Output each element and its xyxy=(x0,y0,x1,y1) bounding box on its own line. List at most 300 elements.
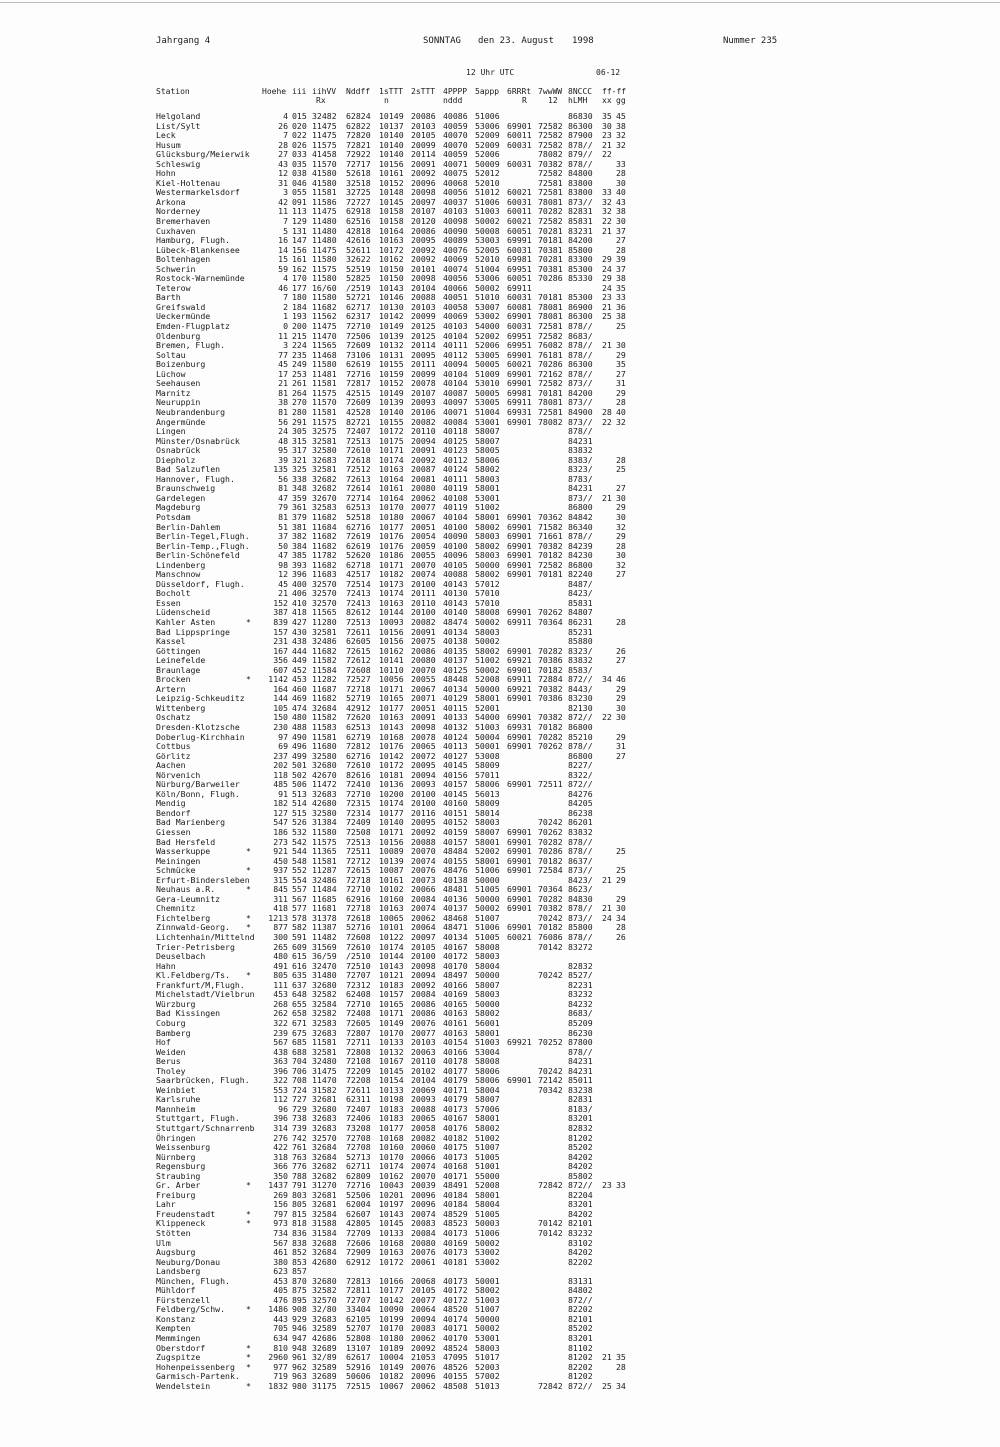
cell-2sttt: 20077 xyxy=(411,1027,436,1038)
cell-nddff: 72407 xyxy=(346,426,371,437)
cell-2sttt: 20088 xyxy=(411,1103,436,1114)
cell-8nccc: 84230 xyxy=(568,550,593,561)
cell-4pppp: 40089 xyxy=(443,235,468,246)
cell-6rrrt: 69901 xyxy=(507,645,532,656)
cell-1sttt: 10132 xyxy=(379,1046,404,1057)
cell-gg: 35 xyxy=(616,1352,626,1363)
cell-hoehe: 380 xyxy=(273,1256,288,1267)
cell-nddff: 72808 xyxy=(346,1046,371,1057)
station-name: Giessen xyxy=(156,827,191,838)
cell-5appp: 52002 xyxy=(475,846,500,857)
cell-hoehe: 567 xyxy=(273,1037,288,1048)
cell-4pppp: 40155 xyxy=(443,1371,468,1382)
station-name: Zugspitze xyxy=(156,1352,201,1363)
cell-1sttt: 10067 xyxy=(379,1380,404,1391)
cell-4pppp: 40058 xyxy=(443,301,468,312)
cell-nddff: 33404 xyxy=(346,1304,371,1315)
cell-iihvv: 32689 xyxy=(312,1371,337,1382)
cell-4pppp: 40100 xyxy=(443,540,468,551)
cell-5appp: 51005 xyxy=(475,884,500,895)
station-name: Stuttgart/Schnarrenb xyxy=(156,1122,255,1133)
cell-1sttt: 10173 xyxy=(379,578,404,589)
cell-gg: 38 xyxy=(616,206,626,217)
cell-5appp: 50000 xyxy=(475,683,500,694)
cell-2sttt: 20114 xyxy=(411,149,436,160)
cell-4pppp: 48484 xyxy=(443,846,468,857)
cell-8nccc: 84200 xyxy=(568,387,593,398)
cell-1sttt: 10156 xyxy=(379,836,404,847)
station-name: Weinbiet xyxy=(156,1084,196,1095)
cell-gg: 28 xyxy=(616,540,626,551)
cell-6rrrt: 69901 xyxy=(507,349,532,360)
cell-8nccc: 84231 xyxy=(568,1056,593,1067)
table-row xyxy=(0,666,1000,676)
station-name: Saarbrücken, Flugh. xyxy=(156,1075,250,1086)
cell-nddff: 72512 xyxy=(346,464,371,475)
cell-nddff: 62619 xyxy=(346,540,371,551)
cell-2sttt: 20098 xyxy=(411,960,436,971)
cell-1sttt: 10155 xyxy=(379,416,404,427)
cell-hoehe: 363 xyxy=(273,1056,288,1067)
cell-gg: 29 xyxy=(616,893,626,904)
cell-iii: 156 xyxy=(292,244,307,255)
cell-iihvv: 11682 xyxy=(312,559,337,570)
cell-hoehe: 43 xyxy=(278,158,288,169)
cell-nddff: 72711 xyxy=(346,1037,371,1048)
cell-5appp: 58001 xyxy=(475,836,500,847)
cell-hoehe: 105 xyxy=(273,702,288,713)
cell-6rrrt: 69981 xyxy=(507,387,532,398)
cell-8nccc: 87800 xyxy=(568,1037,593,1048)
cell-nddff: 72811 xyxy=(346,1285,371,1296)
cell-4pppp: 40166 xyxy=(443,979,468,990)
table-row xyxy=(0,561,1000,571)
cell-6rrrt: 69901 xyxy=(507,607,532,618)
cell-nddff: 42517 xyxy=(346,569,371,580)
cell-7wwww: 70242 xyxy=(538,970,563,981)
station-column-header: Station xyxy=(156,87,190,96)
cell-hoehe: 937 xyxy=(273,865,288,876)
station-name: Trier-Petrisberg xyxy=(156,941,235,952)
cell-8nccc: 84231 xyxy=(568,483,593,494)
cell-hoehe: 16 xyxy=(278,235,288,246)
cell-gg: 29 xyxy=(616,387,626,398)
cell-8nccc: 8323/ xyxy=(568,645,593,656)
cell-8nccc: 82130 xyxy=(568,702,593,713)
cell-1sttt: 10143 xyxy=(379,722,404,732)
cell-gg: 31 xyxy=(616,378,626,389)
station-name: Nürnberg xyxy=(156,1151,196,1162)
cell-8nccc: 86800 xyxy=(568,502,593,513)
cell-iihvv: 11475 xyxy=(312,130,337,141)
cell-gg: 25 xyxy=(616,464,626,475)
cell-iii: 655 xyxy=(292,998,307,1009)
cell-2sttt: 20066 xyxy=(411,884,436,895)
cell-ff: 21 xyxy=(602,492,612,503)
cell-8nccc: 878// xyxy=(568,158,593,169)
cell-8nccc: 85800 xyxy=(568,922,593,933)
cell-iihvv: 32486 xyxy=(312,874,337,885)
header-ff: ff-ff xyxy=(602,87,627,96)
table-row xyxy=(0,1334,1000,1344)
cell-hoehe: 79 xyxy=(278,502,288,513)
cell-7wwww: 70386 xyxy=(538,693,563,704)
cell-1sttt: 10142 xyxy=(379,750,404,761)
cell-iihvv: 32581 xyxy=(312,435,337,446)
station-name: Fürstenzell xyxy=(156,1294,211,1305)
station-name: Zinnwald-Georg. xyxy=(156,922,230,933)
cell-8nccc: 873// xyxy=(568,865,593,876)
cell-nddff: 72409 xyxy=(346,817,371,828)
cell-1sttt: 10162 xyxy=(379,254,404,265)
cell-nddff: 72716 xyxy=(346,1180,371,1191)
cell-1sttt: 10143 xyxy=(379,960,404,971)
station-name: Oldenburg xyxy=(156,330,201,341)
cell-2sttt: 20070 xyxy=(411,1170,436,1181)
table-row xyxy=(0,857,1000,867)
cell-5appp: 58001 xyxy=(475,483,500,494)
cell-gg: 37 xyxy=(616,225,626,236)
cell-4pppp: 40167 xyxy=(443,941,468,952)
cell-7wwww: 72842 xyxy=(538,1180,563,1191)
cell-hoehe: 491 xyxy=(273,960,288,971)
cell-4pppp: 40172 xyxy=(443,951,468,962)
cell-5appp: 51003 xyxy=(475,206,500,217)
cell-2sttt: 20080 xyxy=(411,483,436,494)
cell-nddff: 72710 xyxy=(346,321,371,332)
cell-6rrrt: 69991 xyxy=(507,235,532,246)
table-row xyxy=(0,799,1000,809)
station-name: Nürburg/Barweiler xyxy=(156,779,240,790)
cell-gg: 32 xyxy=(616,139,626,150)
cell-4pppp: 40056 xyxy=(443,187,468,198)
station-name: Nörvenich xyxy=(156,769,201,780)
cell-1sttt: 10149 xyxy=(379,111,404,121)
cell-7wwww: 70262 xyxy=(538,827,563,838)
station-name: Tholey xyxy=(156,1065,186,1076)
cell-8nccc: 878// xyxy=(568,139,593,150)
cell-5appp: 52006 xyxy=(475,149,500,160)
table-row xyxy=(0,389,1000,399)
cell-5appp: 57010 xyxy=(475,597,500,608)
cell-5appp: 50002 xyxy=(475,903,500,914)
cell-8nccc: 84842 xyxy=(568,511,593,522)
cell-1sttt: 10140 xyxy=(379,149,404,160)
cell-2sttt: 20064 xyxy=(411,922,436,933)
cell-nddff: 72611 xyxy=(346,1084,371,1095)
cell-2sttt: 20092 xyxy=(411,254,436,265)
cell-iihvv: 31584 xyxy=(312,1227,337,1238)
cell-2sttt: 20099 xyxy=(411,311,436,322)
cell-5appp: 58007 xyxy=(475,979,500,990)
header-hoehe: Hoehe xyxy=(262,87,287,96)
cell-1sttt: 10156 xyxy=(379,158,404,169)
cell-6rrrt: 69901 xyxy=(507,378,532,389)
cell-iihvv: 32570 xyxy=(312,588,337,599)
cell-iii: 253 xyxy=(292,368,307,379)
cell-hoehe: 1142 xyxy=(268,674,288,685)
cell-1sttt: 10130 xyxy=(379,301,404,312)
cell-hoehe: 135 xyxy=(273,464,288,475)
cell-iii: 200 xyxy=(292,321,307,332)
table-row xyxy=(0,723,1000,733)
cell-4pppp: 40103 xyxy=(443,206,468,217)
table-row xyxy=(0,332,1000,342)
cell-nddff: 72407 xyxy=(346,1103,371,1114)
cell-gg: 40 xyxy=(616,406,626,417)
cell-iihvv: 31569 xyxy=(312,941,337,952)
cell-2sttt: 20074 xyxy=(411,1161,436,1172)
cell-hoehe: 1 xyxy=(283,311,288,322)
cell-2sttt: 20077 xyxy=(411,1294,436,1305)
header-nddff: Nddff xyxy=(346,87,371,96)
cell-2sttt: 20104 xyxy=(411,1075,436,1086)
cell-iii: 685 xyxy=(292,1037,307,1048)
cell-8nccc: 86238 xyxy=(568,807,593,818)
cell-nddff: 13107 xyxy=(346,1342,371,1353)
cell-iihvv: 32486 xyxy=(312,636,337,647)
cell-hoehe: 350 xyxy=(273,1170,288,1181)
cell-7wwww: 70182 xyxy=(538,922,563,933)
cell-iihvv: 11581 xyxy=(312,855,337,866)
header-6rrrt: 6RRRt xyxy=(507,87,532,96)
cell-iii: 838 xyxy=(292,1237,307,1248)
table-row xyxy=(0,847,1000,857)
cell-iii: 180 xyxy=(292,292,307,303)
cell-1sttt: 10143 xyxy=(379,282,404,293)
cell-nddff: 32622 xyxy=(346,254,371,265)
station-name: Bendorf xyxy=(156,807,191,818)
cell-4pppp: 40112 xyxy=(443,454,468,465)
cell-hoehe: 45 xyxy=(278,359,288,370)
cell-1sttt: 10174 xyxy=(379,798,404,809)
cell-iihvv: 11565 xyxy=(312,340,337,351)
cell-hoehe: 396 xyxy=(273,1065,288,1076)
cell-iii: 474 xyxy=(292,702,307,713)
table-row xyxy=(0,1029,1000,1039)
cell-7wwww: 70364 xyxy=(538,884,563,895)
cell-6rrrt: 69921 xyxy=(507,683,532,694)
cell-hoehe: 15 xyxy=(278,254,288,265)
cell-iihvv: 32680 xyxy=(312,979,337,990)
cell-iihvv: 32683 xyxy=(312,1113,337,1124)
cell-iii: 544 xyxy=(292,846,307,857)
cell-1sttt: 10176 xyxy=(379,741,404,752)
cell-iii: 162 xyxy=(292,263,307,274)
cell-iihvv: 32683 xyxy=(312,1313,337,1324)
cell-nddff: 72712 xyxy=(346,855,371,866)
cell-gg: 31 xyxy=(616,741,626,752)
cell-iii: 249 xyxy=(292,359,307,370)
cell-6rrrt: 69931 xyxy=(507,722,532,732)
cell-6rrrt: 69901 xyxy=(507,731,532,742)
cell-hoehe: 805 xyxy=(273,970,288,981)
cell-hoehe: 39 xyxy=(278,454,288,465)
cell-4pppp: 40168 xyxy=(443,1161,468,1172)
cell-gg: 33 xyxy=(616,292,626,303)
cell-ff: 23 xyxy=(602,130,612,141)
cell-6rrrt: 69901 xyxy=(507,550,532,561)
cell-5appp: 52003 xyxy=(475,1361,500,1372)
cell-gg: 30 xyxy=(616,216,626,227)
cell-5appp: 50000 xyxy=(475,970,500,981)
table-row xyxy=(0,141,1000,151)
cell-4pppp: 40171 xyxy=(443,1323,468,1334)
cell-8nccc: 83232 xyxy=(568,1227,593,1238)
cell-2sttt: 20125 xyxy=(411,330,436,341)
cell-iihvv: 31582 xyxy=(312,1084,337,1095)
cell-gg: 38 xyxy=(616,120,626,131)
cell-gg: 27 xyxy=(616,483,626,494)
cell-5appp: 51009 xyxy=(475,368,500,379)
cell-gg: 30 xyxy=(616,903,626,914)
station-name: Lahr xyxy=(156,1199,176,1210)
cell-5appp: 58004 xyxy=(475,1084,500,1095)
station-name: Kassel xyxy=(156,636,186,647)
cell-iii: 022 xyxy=(292,130,307,141)
cell-1sttt: 10165 xyxy=(379,693,404,704)
cell-1sttt: 10149 xyxy=(379,1017,404,1028)
observation-period: 06-12 xyxy=(596,68,621,77)
cell-8nccc: 84802 xyxy=(568,1285,593,1296)
cell-5appp: 51001 xyxy=(475,1161,500,1172)
cell-5appp: 53002 xyxy=(475,311,500,322)
cell-iii: 803 xyxy=(292,1189,307,1200)
cell-1sttt: 10121 xyxy=(379,970,404,981)
cell-hoehe: 27 xyxy=(278,149,288,160)
cell-iii: 961 xyxy=(292,1352,307,1363)
cell-iii: 235 xyxy=(292,349,307,360)
cell-6rrrt: 69901 xyxy=(507,855,532,866)
cell-iii: 033 xyxy=(292,149,307,160)
cell-iihvv: 32583 xyxy=(312,502,337,513)
cell-nddff: 72511 xyxy=(346,846,371,857)
cell-iihvv: 32683 xyxy=(312,454,337,465)
cell-1sttt: 10140 xyxy=(379,406,404,417)
table-row xyxy=(0,1372,1000,1382)
cell-nddff: 72619 xyxy=(346,531,371,542)
station-name: Soltau xyxy=(156,349,186,360)
cell-4pppp: 40143 xyxy=(443,578,468,589)
cell-gg: 28 xyxy=(616,168,626,179)
cell-iihvv: 32582 xyxy=(312,989,337,1000)
cell-iihvv: 11480 xyxy=(312,225,337,236)
cell-5appp: 58003 xyxy=(475,817,500,828)
cell-4pppp: 48523 xyxy=(443,1218,468,1229)
table-row xyxy=(0,1363,1000,1373)
cell-8nccc: 873// xyxy=(568,492,593,503)
cell-4pppp: 48474 xyxy=(443,616,468,627)
cell-iii: 567 xyxy=(292,893,307,904)
cell-iihvv: 32581 xyxy=(312,1046,337,1057)
cell-5appp: 52002 xyxy=(475,330,500,341)
cell-5appp: 50008 xyxy=(475,225,500,236)
cell-iihvv: 11581 xyxy=(312,378,337,389)
cell-4pppp: 40184 xyxy=(443,1199,468,1210)
cell-5appp: 58007 xyxy=(475,435,500,446)
cell-iii: 582 xyxy=(292,922,307,933)
cell-iihvv: 11387 xyxy=(312,922,337,933)
cell-4pppp: 40134 xyxy=(443,932,468,943)
cell-8nccc: 83231 xyxy=(568,225,593,236)
cell-hoehe: 387 xyxy=(273,607,288,618)
cell-iihvv: 11580 xyxy=(312,273,337,284)
cell-5appp: 57010 xyxy=(475,588,500,599)
cell-2sttt: 20092 xyxy=(411,454,436,465)
table-row xyxy=(0,1076,1000,1086)
cell-7wwww: 72582 xyxy=(538,120,563,131)
cell-7wwww: 70386 xyxy=(538,655,563,666)
cell-2sttt: 20082 xyxy=(411,616,436,627)
cell-iii: 875 xyxy=(292,1285,307,1296)
cell-8nccc: 8683/ xyxy=(568,1008,593,1019)
cell-1sttt: 10170 xyxy=(379,1027,404,1038)
cell-1sttt: 10177 xyxy=(379,702,404,713)
cell-iihvv: 11575 xyxy=(312,836,337,847)
cell-iihvv: 32570 xyxy=(312,597,337,608)
cell-6rrrt: 69901 xyxy=(507,664,532,675)
cell-iihvv: 11472 xyxy=(312,779,337,790)
cell-4pppp: 40161 xyxy=(443,1017,468,1028)
cell-5appp: 51007 xyxy=(475,1304,500,1315)
cell-gg: 37 xyxy=(616,263,626,274)
cell-8nccc: 8383/ xyxy=(568,454,593,465)
cell-nddff: 62824 xyxy=(346,111,371,121)
cell-iii: 449 xyxy=(292,655,307,666)
table-row xyxy=(0,513,1000,523)
cell-nddff: 72513 xyxy=(346,836,371,847)
cell-iihvv: 42680 xyxy=(312,1256,337,1267)
cell-1sttt: 10156 xyxy=(379,626,404,637)
cell-nddff: 72510 xyxy=(346,960,371,971)
cell-7wwww: 70242 xyxy=(538,912,563,923)
cell-hoehe: 91 xyxy=(278,788,288,799)
year-label: 1998 xyxy=(572,36,594,46)
cell-8nccc: 85202 xyxy=(568,1142,593,1153)
cell-hoehe: 12 xyxy=(278,569,288,580)
cell-nddff: 72312 xyxy=(346,979,371,990)
cell-2sttt: 20092 xyxy=(411,979,436,990)
cell-2sttt: 20061 xyxy=(411,1256,436,1267)
cell-4pppp: 40105 xyxy=(443,559,468,570)
cell-5appp: 51002 xyxy=(475,1132,500,1143)
cell-1sttt: 10110 xyxy=(379,664,404,675)
cell-iihvv: 32583 xyxy=(312,1017,337,1028)
cell-5appp: 51004 xyxy=(475,263,500,274)
cell-iihvv: 32682 xyxy=(312,483,337,494)
cell-8nccc: 83230 xyxy=(568,693,593,704)
station-name: Manschnow xyxy=(156,569,201,580)
cell-6rrrt: 69901 xyxy=(507,779,532,790)
cell-gg: 33 xyxy=(616,158,626,169)
cell-hoehe: 547 xyxy=(273,817,288,828)
cell-4pppp: 40104 xyxy=(443,368,468,379)
cell-4pppp: 40111 xyxy=(443,473,468,484)
cell-hoehe: 322 xyxy=(273,1017,288,1028)
cell-iihvv: 32582 xyxy=(312,1008,337,1019)
cell-1sttt: 10122 xyxy=(379,932,404,943)
cell-nddff: 72506 xyxy=(346,330,371,341)
cell-4pppp: 40090 xyxy=(443,225,468,236)
cell-iii: 469 xyxy=(292,693,307,704)
table-row xyxy=(0,1229,1000,1239)
cell-7wwww: 70282 xyxy=(538,206,563,217)
cell-4pppp: 48476 xyxy=(443,865,468,876)
cell-5appp: 50000 xyxy=(475,893,500,904)
cell-1sttt: 10170 xyxy=(379,502,404,513)
cell-5appp: 50002 xyxy=(475,664,500,675)
cell-ff: 23 xyxy=(602,292,612,303)
